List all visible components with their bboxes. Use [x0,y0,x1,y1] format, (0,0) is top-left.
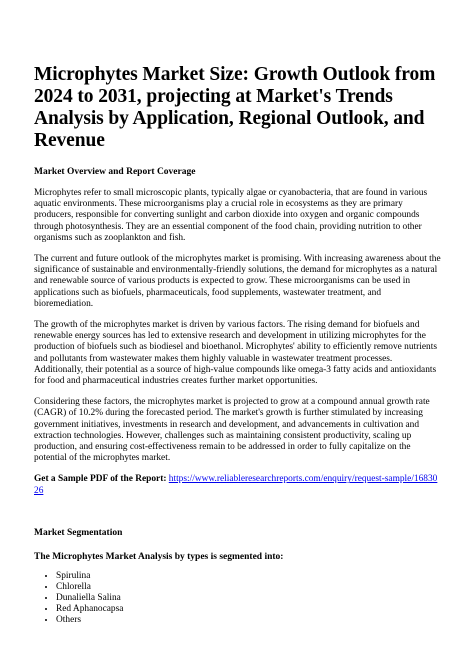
types-heading: The Microphytes Market Analysis by types is segmented into: [34,551,284,562]
document-page [34,64,442,626]
sample-pdf-line [34,474,442,496]
paragraph-outlook: The current and future outlook of the microphytes market is promising. With increasing awareness about the significance of sustainable and environmentally-friendly solutions, the demand for microphytes as a natural and renewable source of various products is expected to grow. These microorganisms can be used in applications such as biofuels, pharmaceuticals, food supplements, wastewater treatment, and bioremediation. [34,254,441,309]
document-title: Microphytes Market Size: Growth Outlook from 2024 to 2031, projecting at Market's Trends Analysis by Application, Regional Outlook, and Revenue [34,64,436,151]
list-item: • Chlorella [56,582,442,593]
paragraph-growth-drivers: The growth of the microphytes market is driven by various factors. The rising demand for biofuels and renewable energy sources has led to extensive research and development in utilizing microphytes for the production of biofuels such as biodiesel and bioethanol. Microphytes' ability to efficiently remove nutrients and pollutants from wastewater makes them highly valuable in wastewater treatment processes. Additionally, their potential as a source of high-value compounds like omega-3 fatty acids and antioxidants for food and pharmaceutical industries creates further market opportunities. [34,320,437,387]
types-list [34,571,442,626]
overview-heading: Market Overview and Report Coverage [34,167,196,177]
paragraph-cagr: Considering these factors, the microphytes market is projected to grow at a compound annual growth rate (CAGR) of 10.2% during the forecasted period. The market's growth is further stimulated by increasing government initiatives, investments in research and development, and advancements in cultivation and extraction technologies. However, challenges such as maintaining consistent productivity, scaling up production, and ensuring cost-effectiveness remain to be addressed in order to fully capitalize on the potential of the microphytes market. [34,397,430,464]
segmentation-heading: Market Segmentation [34,527,123,538]
sample-pdf-link[interactable]: https://www.reliableresearchreports.com/enquiry/request-sample/1683026 [34,474,438,496]
sample-pdf-label: Get a Sample PDF of the Report: [34,474,167,485]
list-item: • Red Aphanocapsa [56,604,442,615]
paragraph-definition: Microphytes refer to small microscopic plants, typically algae or cyanobacteria, that are found in various aquatic environments. These microorganisms play a crucial role in ecosystems as they are primary producers, responsible for converting sunlight and carbon dioxide into oxygen and organic compounds through photosynthesis. They are an essential component of the food chain, providing nutrition to other organisms such as zooplankton and fish. [34,188,428,243]
list-item: • Others [56,615,442,626]
list-item: • Spirulina [56,571,442,582]
list-item: • Dunaliella Salina [56,593,442,604]
